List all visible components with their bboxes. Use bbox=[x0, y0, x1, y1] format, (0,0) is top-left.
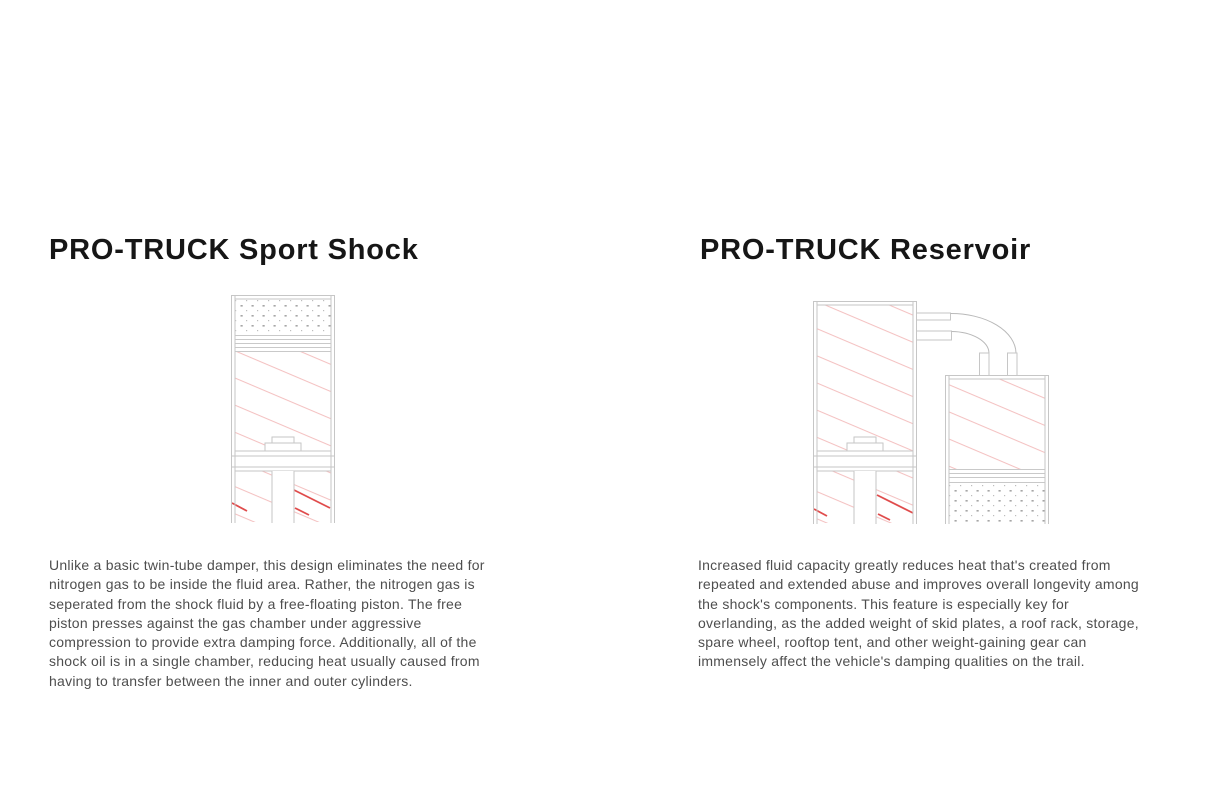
text-line: repeated and extended abuse and improves overall longevity among bbox=[698, 576, 1139, 593]
text-line: overlanding, as the added weight of skid plates, a roof rack, storage, bbox=[698, 614, 1139, 631]
text-line: shock oil is in a single chamber, reducing heat usually caused from bbox=[49, 653, 480, 670]
text-line: piston presses against the gas chamber under aggressive bbox=[49, 614, 422, 631]
text-line: the shock's components. This feature is especially key for bbox=[698, 595, 1069, 612]
text-line: immensely affect the vehicle's damping qualities on the trail. bbox=[698, 653, 1085, 670]
sport-shock-title: PRO-TRUCK Sport Shock bbox=[49, 234, 419, 266]
sport-shock-diagram bbox=[228, 293, 338, 523]
reservoir-floating-piston bbox=[949, 469, 1045, 483]
text-line: spare wheel, rooftop tent, and other weight-gaining gear can bbox=[698, 634, 1087, 651]
piston-shaft bbox=[854, 471, 876, 524]
text-line: nitrogen gas to be inside the fluid area. Rather, the nitrogen gas is bbox=[49, 576, 475, 593]
floating-piston bbox=[235, 335, 331, 352]
text-line: Unlike a basic twin-tube damper, this design eliminates the need for bbox=[49, 557, 485, 573]
text-line: compression to provide extra damping force. Additionally, all of the bbox=[49, 634, 477, 651]
piston-shaft bbox=[272, 471, 294, 523]
text-line: having to transfer between the inner and outer cylinders. bbox=[49, 672, 413, 689]
reservoir-diagram bbox=[810, 298, 1055, 524]
sport-shock-description bbox=[49, 556, 485, 691]
reservoir-fluid-hatch bbox=[949, 379, 1045, 469]
reservoir-gas-stipple bbox=[949, 484, 1045, 524]
reservoir-description bbox=[698, 556, 1139, 672]
hose-fittings-vertical bbox=[980, 353, 1018, 376]
gas-chamber-stipple bbox=[235, 299, 331, 335]
hose-bend bbox=[951, 313, 1017, 353]
hose-fittings-horizontal bbox=[917, 313, 952, 340]
reservoir-title: PRO-TRUCK Reservoir bbox=[700, 234, 1032, 266]
text-line: Increased fluid capacity greatly reduces heat that's created from bbox=[698, 557, 1111, 573]
text-line: seperated from the shock fluid by a free-floating piston. The free bbox=[49, 595, 463, 612]
